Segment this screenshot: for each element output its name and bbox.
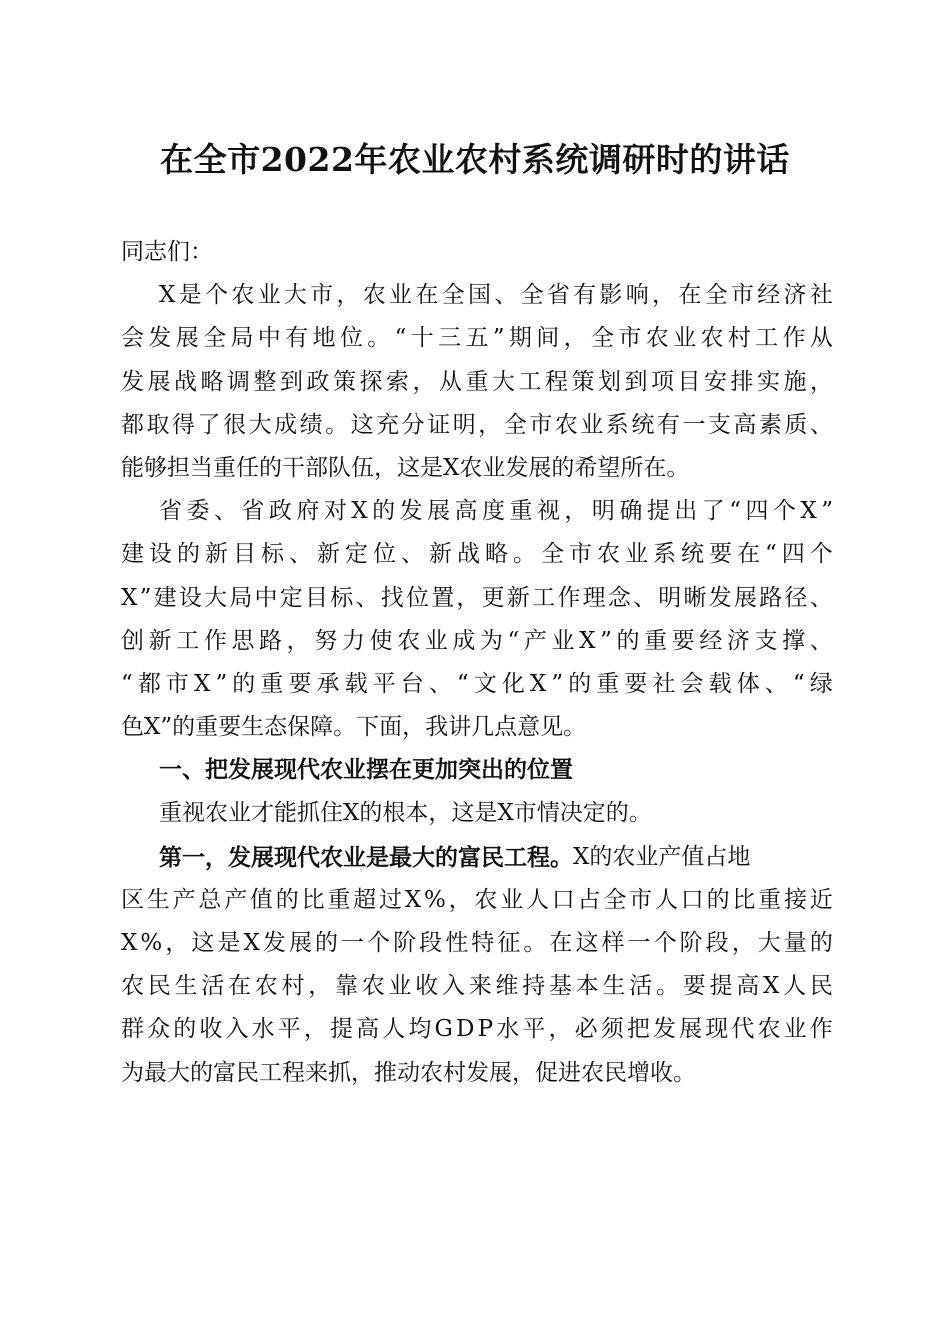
paragraph-line: 会 发 展 全 局 中 有 地 位 。 “ 十 三 五 ” 期 间 ， 全 市 农 业 农 村 工 作 从: [121, 325, 833, 352]
document-body: [121, 231, 833, 1095]
paragraph-line: 农 民 生 活 在 农 村 ， 靠 农 业 收 入 来 维 持 基 本 生 活 。 要 提 高 X 人 民: [121, 973, 833, 1000]
paragraph-line: 发 展 战 略 调 整 到 政 策 探 索 ， 从 重 大 工 程 策 划 到 项 目 安 排 实 施 ，: [121, 368, 833, 395]
paragraph-line: 为最大的富民工程来抓，推动农村发展，促进农民增收。: [121, 1059, 696, 1086]
section-intro: 重视农业才能抓住X的根本，这是X市情决定的。: [159, 800, 652, 827]
section-heading: 一、把发展现代农业摆在更加突出的位置: [159, 757, 573, 784]
paragraph: [121, 836, 833, 1095]
paragraph-line: “ 都 市 X ” 的 重 要 承 载 平 台 、 “ 文 化 X ” 的 重 要 社 会 载 体 、 “ 绿: [121, 670, 833, 697]
paragraph-line: X 是 个 农 业 大 市 ， 农 业 在 全 国 、 全 省 有 影 响 ， 在 全 市 经 济 社: [159, 282, 833, 309]
paragraph-line: X ” 建 设 大 局 中 定 目 标 、 找 位 置 ， 更 新 工 作 理 念 、 明 晰 发 展 路 径 、: [121, 584, 833, 611]
paragraph: [121, 490, 833, 749]
paragraph-line: X % ， 这 是 X 发 展 的 一 个 阶 段 性 特 征 。 在 这 样 一 个 阶 段 ， 大 量 的: [121, 930, 833, 956]
paragraph-line: 能够担当重任的干部队伍，这是X农业发展的希望所在。: [121, 454, 690, 481]
point-first-line-rest: X的农业产值占地: [573, 843, 751, 870]
paragraph: [121, 274, 833, 490]
point-lead: 第一，发展现代农业是最大的富民工程。: [159, 843, 573, 871]
paragraph-line: 区 生 产 总 产 值 的 比 重 超 过 X % ， 农 业 人 口 占 全 市 人 口 的 比 重 接 近: [121, 886, 833, 913]
paragraph-line: 色X”的重要生态保障。下面，我讲几点意见。: [121, 714, 587, 741]
document-title: 在全市2022年农业农村系统调研时的讲话: [160, 140, 790, 179]
paragraph-line: 创 新 工 作 思 路 ， 努 力 使 农 业 成 为 “ 产 业 X ” 的 重 要 经 济 支 撑 、: [121, 627, 833, 654]
salutation: 同志们：: [121, 239, 213, 265]
paragraph-line: 都 取 得 了 很 大 成 绩 。 这 充 分 证 明 ， 全 市 农 业 系 统 有 一 支 高 素 质 、: [121, 411, 833, 438]
paragraph-line-first: [121, 836, 833, 879]
paragraph-line: 建 设 的 新 目 标 、 新 定 位 、 新 战 略 。 全 市 农 业 系 统 要 在 “ 四 个: [121, 541, 833, 568]
paragraph-line: 省 委 、 省 政 府 对 X 的 发 展 高 度 重 视 ， 明 确 提 出 了 “ 四 个 X ”: [159, 498, 833, 525]
paragraph-line: 群 众 的 收 入 水 平 ， 提 高 人 均 G D P 水 平 ， 必 须 把 发 展 现 代 农 业 作: [121, 1016, 833, 1043]
